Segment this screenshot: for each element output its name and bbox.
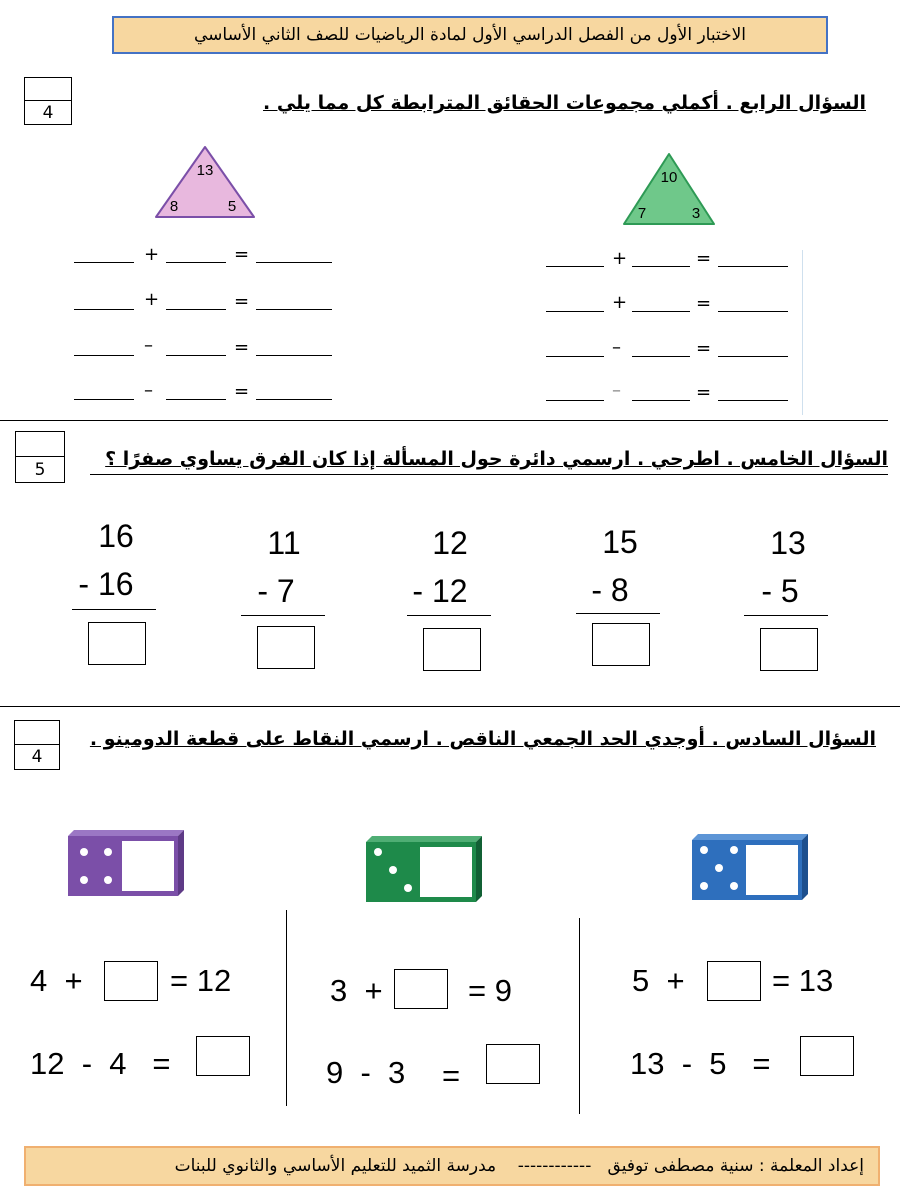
answer-blank[interactable] <box>718 400 788 401</box>
domino-dot <box>404 884 412 892</box>
domino-dot <box>700 846 708 854</box>
equals-sign: = <box>234 381 250 402</box>
missing-addend-box[interactable] <box>104 961 158 1001</box>
triangle-left-number: 8 <box>169 198 179 215</box>
teacher-footer: إعداد المعلمة : سنية مصطفى توفيق ------------ مدرسة الثميد للتعليم الأساسي والثانوي للبنات <box>24 1146 880 1186</box>
section-divider <box>0 706 900 707</box>
answer-blank[interactable] <box>718 311 788 312</box>
plus-sign: + <box>612 248 628 269</box>
answer-box[interactable] <box>592 623 650 666</box>
minuend: 15 <box>602 524 638 560</box>
equation-result: = 13 <box>772 963 834 998</box>
plus-sign: + <box>612 292 628 313</box>
answer-line <box>241 615 325 616</box>
minus-sign: – <box>144 380 153 401</box>
answer-blank[interactable] <box>256 262 332 263</box>
answer-box[interactable] <box>486 1044 540 1084</box>
answer-line <box>407 615 491 616</box>
answer-blank[interactable] <box>256 399 332 400</box>
q5-underline <box>90 474 888 475</box>
answer-blank[interactable] <box>632 356 690 357</box>
equals-sign: = <box>696 248 712 269</box>
answer-blank[interactable] <box>256 309 332 310</box>
equals-sign: = <box>234 244 250 265</box>
equation-result: = 12 <box>170 963 232 998</box>
subtrahend: - 5 <box>761 573 799 609</box>
subtrahend: - 12 <box>412 573 468 609</box>
minus-sign: – <box>612 337 621 358</box>
answer-blank[interactable] <box>74 355 134 356</box>
answer-blank[interactable] <box>632 311 690 312</box>
answer-blank[interactable] <box>546 311 604 312</box>
answer-blank[interactable] <box>546 356 604 357</box>
q5-score-box <box>15 431 65 483</box>
domino-dot <box>700 882 708 890</box>
equals-sign: = <box>696 293 712 314</box>
answer-blank[interactable] <box>166 399 226 400</box>
answer-box[interactable] <box>88 622 146 665</box>
q4-question: السؤال الرابع . أكملي مجموعات الحقائق المترابطة كل مما يلي . <box>263 92 866 114</box>
minuend: 12 <box>432 525 468 561</box>
answer-blank[interactable] <box>718 266 788 267</box>
equation-result: = 9 <box>468 973 512 1008</box>
answer-box[interactable] <box>423 628 481 671</box>
answer-box[interactable] <box>257 626 315 669</box>
domino-green <box>362 834 486 904</box>
answer-blank[interactable] <box>74 309 134 310</box>
section-divider <box>0 420 888 421</box>
q6-score: 4 <box>31 747 43 767</box>
plus-sign: + <box>144 244 160 265</box>
q6-question: السؤال السادس . أوجدي الحد الجمعي الناقص . ارسمي النقاط على قطعة الدومينو . <box>89 728 876 750</box>
answer-line <box>576 613 660 614</box>
minus-sign: – <box>612 380 621 401</box>
domino-purple <box>64 828 188 898</box>
answer-box[interactable] <box>196 1036 250 1076</box>
q4-score-box <box>24 77 72 125</box>
fact-triangle-13 <box>150 143 260 223</box>
answer-box[interactable] <box>800 1036 854 1076</box>
domino-dot <box>104 848 112 856</box>
q5-question: السؤال الخامس . اطرحي . ارسمي دائرة حول المسألة إذا كان الفرق يساوي صفرًا ؟ <box>105 448 888 470</box>
triangle-left-number: 7 <box>637 205 647 222</box>
fact-triangle-10 <box>618 150 720 228</box>
equals-sign: = <box>696 338 712 359</box>
answer-line <box>72 609 156 610</box>
triangle-right-number: 5 <box>227 198 237 215</box>
domino-dot <box>374 848 382 856</box>
answer-blank[interactable] <box>74 262 134 263</box>
answer-blank[interactable] <box>632 400 690 401</box>
equation-part: 12 - 4 = <box>30 1046 171 1081</box>
equation-part: 9 - 3 <box>326 1055 406 1090</box>
triangle-right-number: 3 <box>691 205 701 222</box>
domino-dot <box>80 876 88 884</box>
plus-sign: + <box>144 289 160 310</box>
domino-dot <box>80 848 88 856</box>
minus-sign: – <box>144 335 153 356</box>
equation-part: 5 + <box>632 963 685 998</box>
subtrahend: - 7 <box>257 573 295 609</box>
minuend: 11 <box>267 525 301 561</box>
q6-score-box <box>14 720 60 770</box>
domino-dot <box>104 876 112 884</box>
column-divider <box>286 910 287 1106</box>
equals-sign: = <box>442 1058 461 1093</box>
exam-title: الاختبار الأول من الفصل الدراسي الأول لمادة الرياضيات للصف الثاني الأساسي <box>112 16 828 54</box>
answer-blank[interactable] <box>632 266 690 267</box>
answer-blank[interactable] <box>546 400 604 401</box>
equals-sign: = <box>696 382 712 403</box>
minuend: 16 <box>98 518 134 554</box>
q4-score: 4 <box>42 102 54 123</box>
triangle-top-number: 13 <box>196 162 214 179</box>
domino-dot <box>389 866 397 874</box>
missing-addend-box[interactable] <box>394 969 448 1009</box>
answer-blank[interactable] <box>166 262 226 263</box>
equation-part: 3 + <box>330 973 383 1008</box>
answer-blank[interactable] <box>166 355 226 356</box>
column-divider <box>579 918 580 1114</box>
column-guide-line <box>802 250 803 415</box>
domino-dot <box>730 882 738 890</box>
equals-sign: = <box>234 291 250 312</box>
triangle-top-number: 10 <box>660 169 678 186</box>
equation-part: 4 + <box>30 963 83 998</box>
answer-blank[interactable] <box>546 266 604 267</box>
answer-blank[interactable] <box>74 399 134 400</box>
answer-blank[interactable] <box>256 355 332 356</box>
minuend: 13 <box>770 525 806 561</box>
q5-score: 5 <box>34 459 46 480</box>
answer-line <box>744 615 828 616</box>
subtrahend: - 8 <box>591 572 629 608</box>
missing-addend-box[interactable] <box>707 961 761 1001</box>
answer-blank[interactable] <box>718 356 788 357</box>
answer-blank[interactable] <box>166 309 226 310</box>
answer-box[interactable] <box>760 628 818 671</box>
domino-dot <box>715 864 723 872</box>
equals-sign: = <box>234 337 250 358</box>
subtrahend: - 16 <box>78 566 134 602</box>
domino-blue <box>688 832 812 902</box>
equation-part: 13 - 5 = <box>630 1046 771 1081</box>
domino-dot <box>730 846 738 854</box>
